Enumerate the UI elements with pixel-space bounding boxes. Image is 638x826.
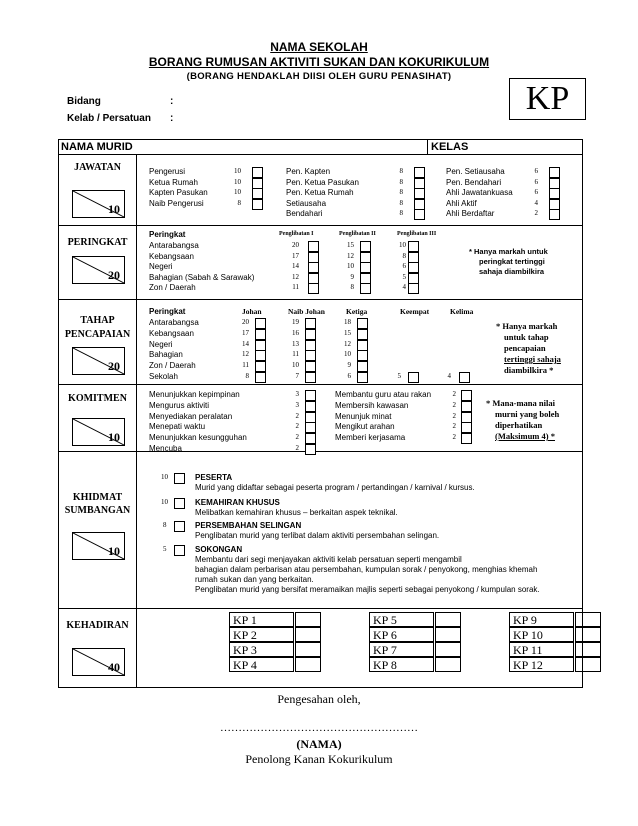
pencapaian-row-label: Bahagian <box>149 350 183 360</box>
kehadiran-checkbox[interactable] <box>575 612 601 627</box>
jawatan-checkbox[interactable] <box>252 167 263 178</box>
kehadiran-session-label: KP 10 <box>509 627 574 642</box>
peringkat-checkbox[interactable] <box>308 262 319 273</box>
peringkat-checkbox[interactable] <box>360 252 371 263</box>
komitmen-item-points: 2 <box>452 411 456 420</box>
komitmen-item-label: Menunjukkan kesungguhan <box>149 433 247 443</box>
pencapaian-checkbox[interactable] <box>357 329 368 340</box>
khidmat-item-desc: Penglibatan murid yang terlibat dalam aktiviti persembahan selingan. <box>195 531 440 540</box>
kelab-label: Kelab / Persatuan <box>67 113 151 124</box>
jawatan-item-label: Ketua Rumah <box>149 177 198 187</box>
kehadiran-session-label: KP 2 <box>229 627 294 642</box>
komitmen-checkbox[interactable] <box>461 433 472 444</box>
pencapaian-column-header: Ketiga <box>346 307 368 316</box>
pencapaian-checkbox[interactable] <box>305 350 316 361</box>
pencapaian-checkbox[interactable] <box>305 372 316 383</box>
komitmen-item-points: 2 <box>452 390 456 398</box>
pencapaian-checkbox[interactable] <box>255 318 266 329</box>
pencapaian-checkbox[interactable] <box>357 372 368 383</box>
peringkat-checkbox[interactable] <box>308 252 319 263</box>
school-name: NAMA SEKOLAH <box>270 40 368 54</box>
jawatan-checkbox[interactable] <box>252 188 263 199</box>
komitmen-item-label: Mengikut arahan <box>335 422 395 432</box>
komitmen-checkbox[interactable] <box>305 444 316 455</box>
komitmen-item-label: Menunjukkan kepimpinan <box>149 390 240 399</box>
jawatan-item-points: 4 <box>534 198 538 207</box>
peringkat-checkbox[interactable] <box>360 262 371 273</box>
peringkat-checkbox[interactable] <box>308 241 319 252</box>
jawatan-item-points: 8 <box>399 188 403 196</box>
jawatan-item-points: 8 <box>399 209 403 217</box>
komitmen-note: murni yang boleh <box>495 409 560 419</box>
pencapaian-points: 5 <box>397 372 401 380</box>
kehadiran-session-label: KP 7 <box>369 642 434 657</box>
jawatan-max-score: 10 <box>108 202 120 216</box>
kehadiran-checkbox[interactable] <box>295 657 321 672</box>
signatory-name: (NAMA) <box>296 737 342 751</box>
jawatan-item-label: Pen. Bendahari <box>446 177 502 187</box>
jawatan-item-label: Setiausaha <box>286 198 327 208</box>
jawatan-item-points: 6 <box>534 188 538 196</box>
khidmat-points: 10 <box>161 498 168 506</box>
pencapaian-checkbox[interactable] <box>305 361 316 372</box>
pencapaian-checkbox[interactable] <box>459 372 470 383</box>
jawatan-item-label: Kapten Pasukan <box>149 188 208 197</box>
komitmen-checkbox[interactable] <box>305 401 316 412</box>
kp-badge: KP <box>509 78 586 120</box>
komitmen-item-label: Memberi kerjasama <box>335 433 406 443</box>
komitmen-note: (Maksimum 4) * <box>495 431 555 441</box>
form-subtitle: (BORANG HENDAKLAH DIISI OLEH GURU PENASIHAT) <box>186 71 452 82</box>
pencapaian-checkbox[interactable] <box>357 318 368 329</box>
khidmat-item-title: SOKONGAN <box>195 545 243 554</box>
komitmen-max-score: 10 <box>108 430 120 444</box>
peringkat-row-label: Bahagian (Sabah & Sarawak) <box>149 272 255 282</box>
peringkat-points: 11 <box>292 283 299 291</box>
pencapaian-heading: Peringkat <box>149 307 186 316</box>
jawatan-checkbox[interactable] <box>414 167 425 178</box>
pencapaian-points: 16 <box>292 328 299 337</box>
jawatan-item-points: 10 <box>234 167 241 175</box>
peringkat-points: 17 <box>292 251 299 260</box>
khidmat-item-desc: Membantu dari segi menjayakan aktiviti kelab persatuan seperti mengambil <box>195 555 462 564</box>
kehadiran-checkbox[interactable] <box>435 657 461 672</box>
kehadiran-session-label: KP 1 <box>229 612 294 627</box>
pencapaian-note: * Hanya markah <box>496 321 558 331</box>
pencapaian-points: 13 <box>292 339 299 348</box>
pencapaian-points: 10 <box>344 350 351 359</box>
komitmen-checkbox[interactable] <box>305 433 316 444</box>
khidmat-max-score: 10 <box>108 544 120 558</box>
pencapaian-column-header: Kelima <box>450 307 474 316</box>
pencapaian-score-box[interactable] <box>72 347 125 375</box>
pencapaian-label-2: PENCAPAIAN <box>64 329 131 340</box>
jawatan-item-points: 10 <box>234 177 241 186</box>
komitmen-checkbox[interactable] <box>461 422 472 433</box>
komitmen-item-points: 2 <box>295 422 299 431</box>
peringkat-row-label: Zon / Daerah <box>149 283 196 292</box>
jawatan-score-box[interactable] <box>72 190 125 218</box>
komitmen-checkbox[interactable] <box>461 401 472 412</box>
jawatan-item-points: 8 <box>399 198 403 207</box>
pencapaian-checkbox[interactable] <box>255 340 266 351</box>
pencapaian-points: 7 <box>295 372 299 380</box>
peringkat-points: 8 <box>350 283 354 291</box>
jawatan-item-label: Pen. Kapten <box>286 167 331 176</box>
jawatan-checkbox[interactable] <box>414 209 425 220</box>
komitmen-checkbox[interactable] <box>461 412 472 423</box>
pencapaian-checkbox[interactable] <box>357 361 368 372</box>
pencapaian-points: 15 <box>344 328 351 337</box>
peringkat-points: 12 <box>347 251 354 260</box>
pencapaian-checkbox[interactable] <box>255 329 266 340</box>
peringkat-checkbox[interactable] <box>308 273 319 284</box>
kehadiran-session-label: KP 12 <box>509 657 574 672</box>
kehadiran-checkbox[interactable] <box>575 657 601 672</box>
peringkat-points: 20 <box>292 241 299 249</box>
pencapaian-note: untuk tahap <box>504 332 549 342</box>
khidmat-label-1: KHIDMAT <box>72 492 123 503</box>
khidmat-item-desc: bahagian dalam perbarisan atau persembahan, kumpulan sorak / penyokong, menghias khemah <box>195 565 538 574</box>
peringkat-checkbox[interactable] <box>360 273 371 284</box>
pencapaian-points: 18 <box>344 318 351 326</box>
khidmat-checkbox[interactable] <box>174 521 185 532</box>
jawatan-item-label: Pen. Setiausaha <box>446 167 505 176</box>
kehadiran-max-score: 40 <box>108 660 120 674</box>
peringkat-row-label: Negeri <box>149 262 173 271</box>
peringkat-heading: Peringkat <box>149 230 186 239</box>
kehadiran-checkbox[interactable] <box>295 627 321 642</box>
kehadiran-session-label: KP 4 <box>229 657 294 672</box>
pencapaian-checkbox[interactable] <box>305 340 316 351</box>
peringkat-checkbox[interactable] <box>360 283 371 294</box>
jawatan-item-label: Bendahari <box>286 209 323 218</box>
peringkat-note: peringkat tertinggi <box>479 257 545 266</box>
komitmen-item-label: Menyediakan peralatan <box>149 411 233 421</box>
peringkat-note: sahaja diambilkira <box>479 267 545 276</box>
kehadiran-checkbox[interactable] <box>435 627 461 642</box>
komitmen-item-points: 2 <box>452 400 456 409</box>
kehadiran-session-label: KP 3 <box>229 642 294 657</box>
khidmat-item-desc: Penglibatan murid yang bersifat meramaikan majlis seperti sebagai penyokong / kumpulan sorak. <box>195 585 540 594</box>
komitmen-item-points: 2 <box>452 433 456 442</box>
pencapaian-note: pencapaian <box>504 343 546 353</box>
pencapaian-points: 6 <box>347 372 351 380</box>
pencapaian-checkbox[interactable] <box>305 318 316 329</box>
pencapaian-column-header: Keempat <box>400 307 430 316</box>
komitmen-item-points: 2 <box>452 422 456 431</box>
komitmen-label: KOMITMEN <box>68 393 127 404</box>
kehadiran-checkbox[interactable] <box>435 642 461 657</box>
jawatan-checkbox[interactable] <box>549 199 560 210</box>
khidmat-item-desc: Melibatkan kemahiran khusus – berkaitan aspek teknikal. <box>195 508 398 517</box>
jawatan-checkbox[interactable] <box>549 178 560 189</box>
komitmen-item-label: Membantu guru atau rakan <box>335 390 432 399</box>
pencapaian-points: 4 <box>447 372 451 380</box>
pencapaian-points: 9 <box>347 361 351 370</box>
kehadiran-checkbox[interactable] <box>295 642 321 657</box>
peringkat-label: PERINGKAT <box>67 237 128 248</box>
pencapaian-row-label: Sekolah <box>149 372 178 381</box>
peringkat-points: 9 <box>350 272 354 281</box>
jawatan-checkbox[interactable] <box>549 209 560 220</box>
khidmat-item-title: PESERTA <box>195 473 233 482</box>
peringkat-points: 6 <box>402 262 406 270</box>
pencapaian-checkbox[interactable] <box>357 340 368 351</box>
pencapaian-points: 12 <box>242 350 249 359</box>
jawatan-item-points: 8 <box>399 167 403 175</box>
signature-line: ……………………………………………… <box>220 722 418 734</box>
peringkat-max-score: 20 <box>108 268 120 282</box>
khidmat-checkbox[interactable] <box>174 473 185 484</box>
kehadiran-checkbox[interactable] <box>295 612 321 627</box>
jawatan-item-label: Naib Pengerusi <box>149 198 204 208</box>
kehadiran-label: KEHADIRAN <box>66 620 129 631</box>
jawatan-label: JAWATAN <box>74 162 121 173</box>
pencapaian-points: 19 <box>292 318 299 326</box>
peringkat-checkbox[interactable] <box>408 273 419 284</box>
khidmat-item-title: KEMAHIRAN KHUSUS <box>195 498 280 507</box>
jawatan-checkbox[interactable] <box>252 199 263 210</box>
peringkat-checkbox[interactable] <box>408 252 419 263</box>
khidmat-item-desc: Murid yang didaftar sebagai peserta program / pertandingan / karnival / kursus. <box>195 483 475 492</box>
pencapaian-label-1: TAHAP <box>80 315 115 326</box>
pencapaian-note: tertinggi sahaja <box>504 354 561 364</box>
kehadiran-checkbox[interactable] <box>575 627 601 642</box>
jawatan-item-points: 8 <box>237 198 241 207</box>
kehadiran-checkbox[interactable] <box>575 642 601 657</box>
jawatan-item-label: Pen. Ketua Pasukan <box>286 177 359 187</box>
kehadiran-session-label: KP 8 <box>369 657 434 672</box>
jawatan-checkbox[interactable] <box>549 167 560 178</box>
form-table <box>58 139 583 688</box>
komitmen-item-points: 3 <box>295 400 299 409</box>
pencapaian-checkbox[interactable] <box>305 329 316 340</box>
khidmat-points: 10 <box>161 473 168 481</box>
bidang-colon: : <box>170 96 174 107</box>
khidmat-checkbox[interactable] <box>174 498 185 509</box>
bidang-label: Bidang <box>67 96 101 107</box>
jawatan-checkbox[interactable] <box>414 199 425 210</box>
khidmat-score-box[interactable] <box>72 532 125 560</box>
khidmat-item-title: PERSEMBAHAN SELINGAN <box>195 521 302 530</box>
kelab-colon: : <box>170 113 174 124</box>
peringkat-points: 10 <box>399 241 406 249</box>
pencapaian-column-header: Naib Johan <box>288 307 325 316</box>
kehadiran-score-box[interactable] <box>72 648 125 676</box>
kehadiran-checkbox[interactable] <box>435 612 461 627</box>
komitmen-item-label: Menepati waktu <box>149 422 206 432</box>
peringkat-points: 5 <box>402 272 406 281</box>
pencapaian-points: 8 <box>245 372 249 380</box>
pencapaian-points: 11 <box>292 350 299 359</box>
peringkat-column-header: Penglibatan II <box>339 231 376 237</box>
khidmat-item-desc: rumah sukan dan yang berkaitan. <box>195 575 314 584</box>
komitmen-checkbox[interactable] <box>305 412 316 423</box>
peringkat-column-header: Penglibatan III <box>397 231 437 237</box>
pencapaian-row-label: Antarabangsa <box>149 318 199 327</box>
peringkat-row-label: Kebangsaan <box>149 251 194 261</box>
peringkat-checkbox[interactable] <box>360 241 371 252</box>
signatory-title: Penolong Kanan Kokurikulum <box>245 752 393 766</box>
peringkat-points: 10 <box>347 262 354 270</box>
peringkat-checkbox[interactable] <box>408 283 419 294</box>
peringkat-points: 4 <box>402 283 406 291</box>
jawatan-item-points: 6 <box>534 167 538 175</box>
pencapaian-row-label: Kebangsaan <box>149 328 194 338</box>
jawatan-item-points: 8 <box>399 177 403 186</box>
jawatan-item-label: Ahli Jawatankuasa <box>446 188 513 197</box>
kehadiran-session-label: KP 9 <box>509 612 574 627</box>
pengesahan-label: Pengesahan oleh, <box>277 692 361 706</box>
jawatan-checkbox[interactable] <box>252 178 263 189</box>
pencapaian-points: 12 <box>344 339 351 348</box>
kehadiran-session-label: KP 5 <box>369 612 434 627</box>
komitmen-checkbox[interactable] <box>305 422 316 433</box>
peringkat-points: 15 <box>347 241 354 249</box>
pencapaian-row-label: Zon / Daerah <box>149 361 196 371</box>
khidmat-label-2: SUMBANGAN <box>64 505 131 516</box>
khidmat-points: 5 <box>163 545 167 553</box>
nama-murid-header: NAMA MURID <box>61 141 133 153</box>
pencapaian-points: 20 <box>242 318 249 326</box>
pencapaian-checkbox[interactable] <box>255 372 266 383</box>
pencapaian-checkbox[interactable] <box>357 350 368 361</box>
pencapaian-checkbox[interactable] <box>255 361 266 372</box>
jawatan-checkbox[interactable] <box>549 188 560 199</box>
pencapaian-points: 10 <box>292 361 299 370</box>
khidmat-checkbox[interactable] <box>174 545 185 556</box>
peringkat-score-box[interactable] <box>72 256 125 284</box>
komitmen-item-label: Mengurus aktiviti <box>149 400 210 410</box>
pencapaian-points: 14 <box>242 339 249 348</box>
jawatan-item-label: Ahli Berdaftar <box>446 209 495 218</box>
komitmen-note: * Mana-mana nilai <box>486 398 555 408</box>
peringkat-checkbox[interactable] <box>408 241 419 252</box>
komitmen-checkbox[interactable] <box>305 390 316 401</box>
kehadiran-session-label: KP 6 <box>369 627 434 642</box>
jawatan-item-label: Pengerusi <box>149 167 186 176</box>
peringkat-points: 8 <box>402 251 406 260</box>
peringkat-points: 12 <box>292 272 299 281</box>
pencapaian-max-score: 20 <box>108 359 120 373</box>
komitmen-item-points: 2 <box>295 433 299 442</box>
jawatan-item-points: 6 <box>534 177 538 186</box>
pencapaian-note: diambilkira * <box>504 365 554 375</box>
khidmat-points: 8 <box>163 521 167 529</box>
peringkat-points: 14 <box>292 262 299 270</box>
komitmen-note: diperhatikan <box>495 420 543 430</box>
jawatan-item-label: Pen. Ketua Rumah <box>286 188 354 197</box>
pencapaian-points: 17 <box>242 328 249 337</box>
peringkat-checkbox[interactable] <box>308 283 319 294</box>
komitmen-item-points: 2 <box>295 411 299 420</box>
peringkat-column-header: Penglibatan I <box>279 231 314 237</box>
komitmen-item-points: 2 <box>295 444 299 452</box>
komitmen-item-points: 3 <box>295 390 299 398</box>
peringkat-checkbox[interactable] <box>408 262 419 273</box>
pencapaian-checkbox[interactable] <box>255 350 266 361</box>
komitmen-checkbox[interactable] <box>461 390 472 401</box>
pencapaian-checkbox[interactable] <box>408 372 419 383</box>
jawatan-item-points: 10 <box>234 188 241 196</box>
form-title: BORANG RUMUSAN AKTIVITI SUKAN DAN KOKURIKULUM <box>148 55 490 69</box>
komitmen-score-box[interactable] <box>72 418 125 446</box>
pencapaian-row-label: Negeri <box>149 339 173 349</box>
jawatan-checkbox[interactable] <box>414 178 425 189</box>
jawatan-item-label: Ahli Aktif <box>446 198 477 208</box>
komitmen-item-label: Menunjuk minat <box>335 411 392 421</box>
pencapaian-points: 11 <box>242 361 249 370</box>
jawatan-item-points: 2 <box>534 209 538 217</box>
komitmen-item-label: Membersih kawasan <box>335 400 409 410</box>
kelas-header: KELAS <box>431 141 469 153</box>
peringkat-note: * Hanya markah untuk <box>469 247 548 256</box>
peringkat-row-label: Antarabangsa <box>149 241 199 250</box>
komitmen-item-label: Mencuba <box>149 444 182 453</box>
jawatan-checkbox[interactable] <box>414 188 425 199</box>
kehadiran-session-label: KP 11 <box>509 642 574 657</box>
pencapaian-column-header: Johan <box>242 307 262 316</box>
